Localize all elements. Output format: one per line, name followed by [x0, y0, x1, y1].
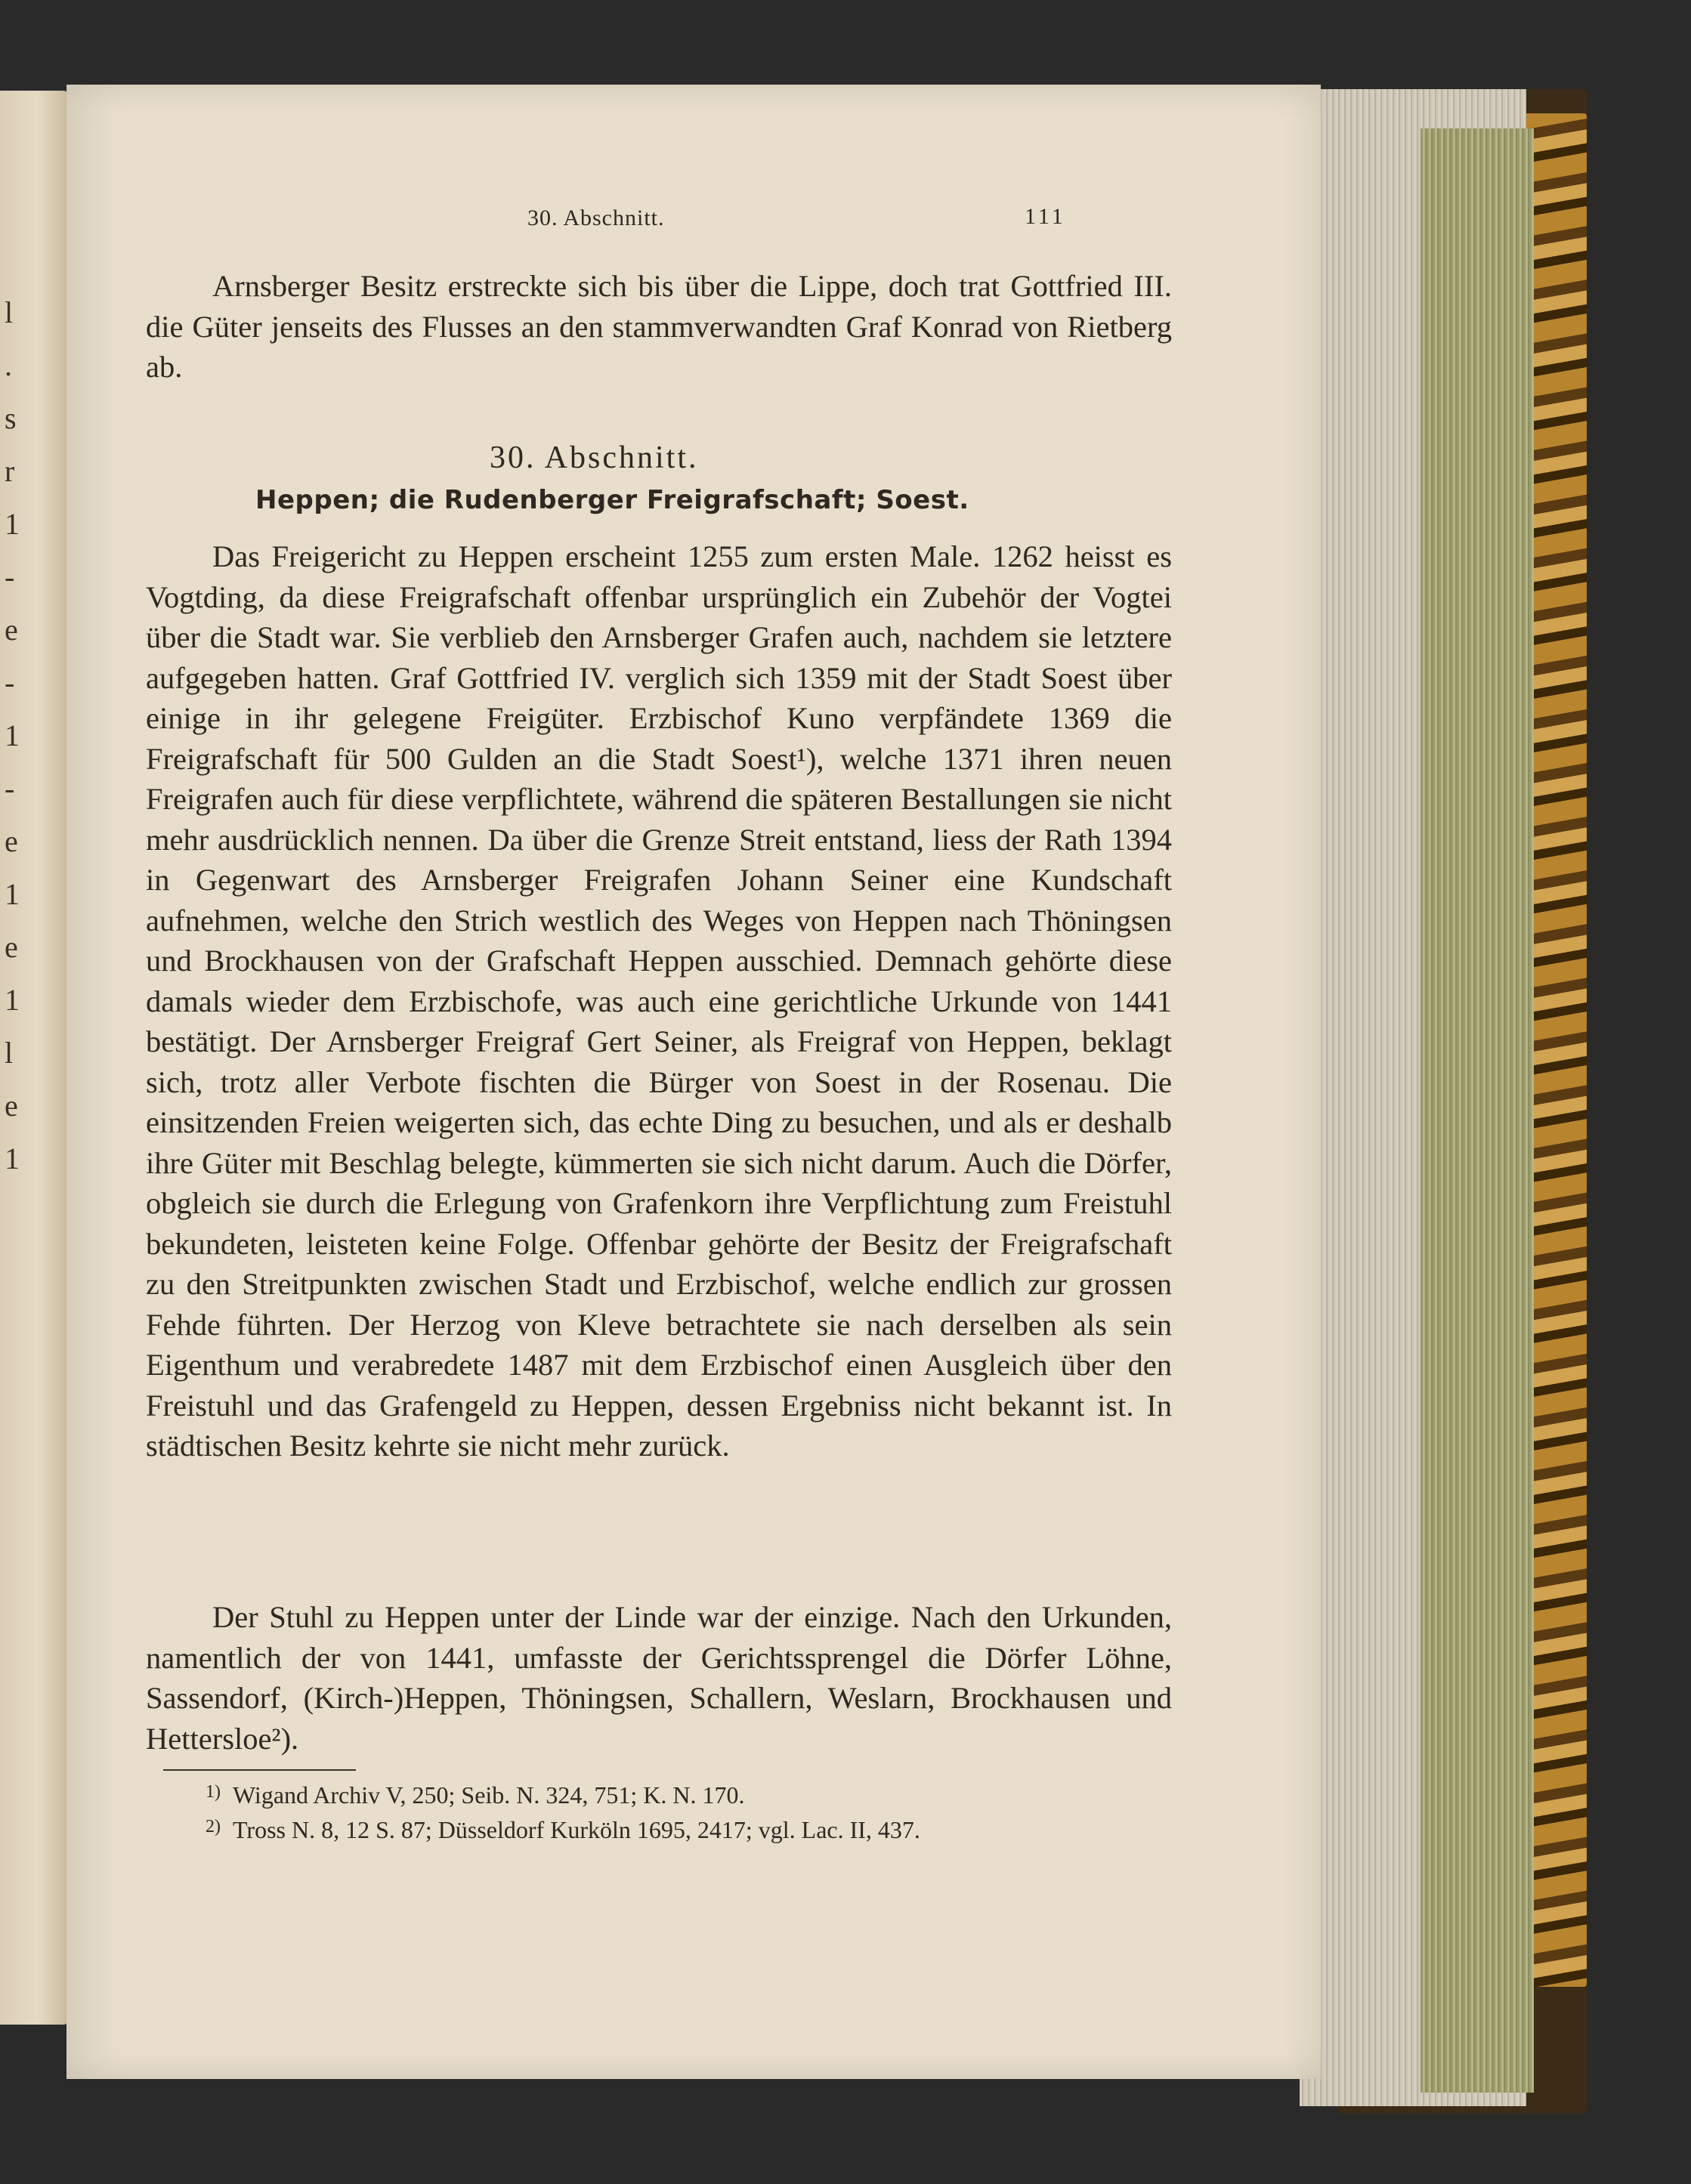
running-head: 30. Abschnitt.	[527, 205, 665, 230]
paragraph-second: Der Stuhl zu Heppen unter der Linde war der einzige. Nach den Urkunden, namentlich der von 1441, umfasste der Gerichtssprengel die Dörfer Löhne, Sassendorf, (Kirch-)Heppen, Thöningsen, Schallern, Weslarn, Brockhausen und Hettersloe²).	[146, 1600, 1172, 1756]
previous-page-fragment: .	[5, 348, 12, 382]
previous-page-fragment: 1	[5, 877, 20, 911]
previous-page-fragment: r	[5, 454, 15, 488]
previous-page-fragment: e	[5, 930, 18, 964]
previous-page-fragment: -	[5, 771, 15, 805]
previous-page-fragment: 1	[5, 507, 20, 541]
previous-page-fragment: 1	[5, 983, 20, 1017]
footnote-2	[206, 1815, 920, 1845]
section-number: 30. Abschnitt.	[490, 440, 699, 475]
footnote-rule	[163, 1769, 356, 1771]
previous-page-fragment: 1	[5, 1141, 20, 1175]
footnote-marker: 2)	[206, 1817, 221, 1836]
paragraph-main: Das Freigericht zu Heppen erscheint 1255 zum ersten Male. 1262 heisst es Vogtding, da diese Freigrafschaft offenbar ursprünglich ein Zubehör der Vogtei über die Stadt war. Sie verblieb den Arnsberger Grafen auch, nachdem sie letztere aufgegeben hatten. Graf Gottfried IV. verglich sich 1359 mit der Stadt Soest über einige in ihr gelegene Freigüter. Erzbischof Kuno verpfändete 1369 die Freigrafschaft für 500 Gulden an die Stadt Soest¹), welche 1371 ihren neuen Freigrafen auch für diese verpflichtete, während die späteren Bestallungen sie nicht mehr ausdrücklich nennen. Da über die Grenze Streit entstand, liess der Rath 1394 in Gegenwart des Arnsberger Freigrafen Johann Seiner eine Kundschaft aufnehmen, welche den Strich westlich des Weges von Heppen nach Thöningsen und Brockhausen von der Grafschaft Heppen ausschied. Demnach gehörte diese damals wieder dem Erzbischofe, was auch eine gerichtliche Urkunde von 1441 bestätigt. Der Arnsberger Freigraf Gert Seiner, als Freigraf von Heppen, beklagt sich, trotz aller Verbote fischten die Bürger von Soest in der Rosenau. Die einsitzenden Freien weigerten sich, das echte Ding zu besuchen, und als er deshalb ihre Güter mit Beschlag belegte, kümmerten sie sich nicht darum. Auch die Dörfer, obgleich sie durch die Erlegung von Grafenkorn ihre Verpflichtung zum Freistuhl bekundeten, leisteten keine Folge. Offenbar gehörte der Besitz der Freigrafschaft zu den Streitpunkten zwischen Stadt und Erzbischof, welche endlich zur grossen Fehde führten. Der Herzog von Kleve betrachtete sie nach derselben als sein Eigenthum und verabredete 1487 mit dem Erzbischof einen Ausgleich über den Freistuhl und das Grafengeld zu Heppen, dessen Ergebniss nicht bekannt ist. In städtischen Besitz kehrte sie nicht mehr zurück.	[146, 539, 1172, 1463]
previous-page-fragment: e	[5, 1089, 18, 1123]
previous-page-edge	[0, 91, 68, 2025]
book-page	[66, 85, 1321, 2079]
footnote-text: Wigand Archiv V, 250; Seib. N. 324, 751; K. N. 170.	[233, 1781, 745, 1809]
paragraph-top: Arnsberger Besitz erstreckte sich bis über die Lippe, doch trat Gottfried III. die Güter jenseits des Flusses an den stammverwandten Graf Konrad von Rietberg ab.	[146, 269, 1172, 384]
gilt-page-edge	[1421, 128, 1534, 2093]
previous-page-fragment: s	[5, 401, 17, 435]
page-number: 111	[1025, 204, 1066, 229]
previous-page-fragment: l	[5, 1036, 14, 1070]
previous-page-fragment: e	[5, 824, 18, 858]
footnote-marker: 1)	[206, 1782, 221, 1802]
section-title: Heppen; die Rudenberger Freigrafschaft; Soest.	[255, 485, 969, 515]
previous-page-fragment: -	[5, 560, 15, 594]
previous-page-fragment: l	[5, 295, 14, 329]
footnote-1	[206, 1780, 745, 1810]
previous-page-fragment: 1	[5, 718, 20, 752]
previous-page-fragment: -	[5, 666, 15, 700]
previous-page-fragment: e	[5, 613, 18, 647]
footnote-text: Tross N. 8, 12 S. 87; Düsseldorf Kurköln 1695, 2417; vgl. Lac. II, 437.	[233, 1816, 920, 1843]
